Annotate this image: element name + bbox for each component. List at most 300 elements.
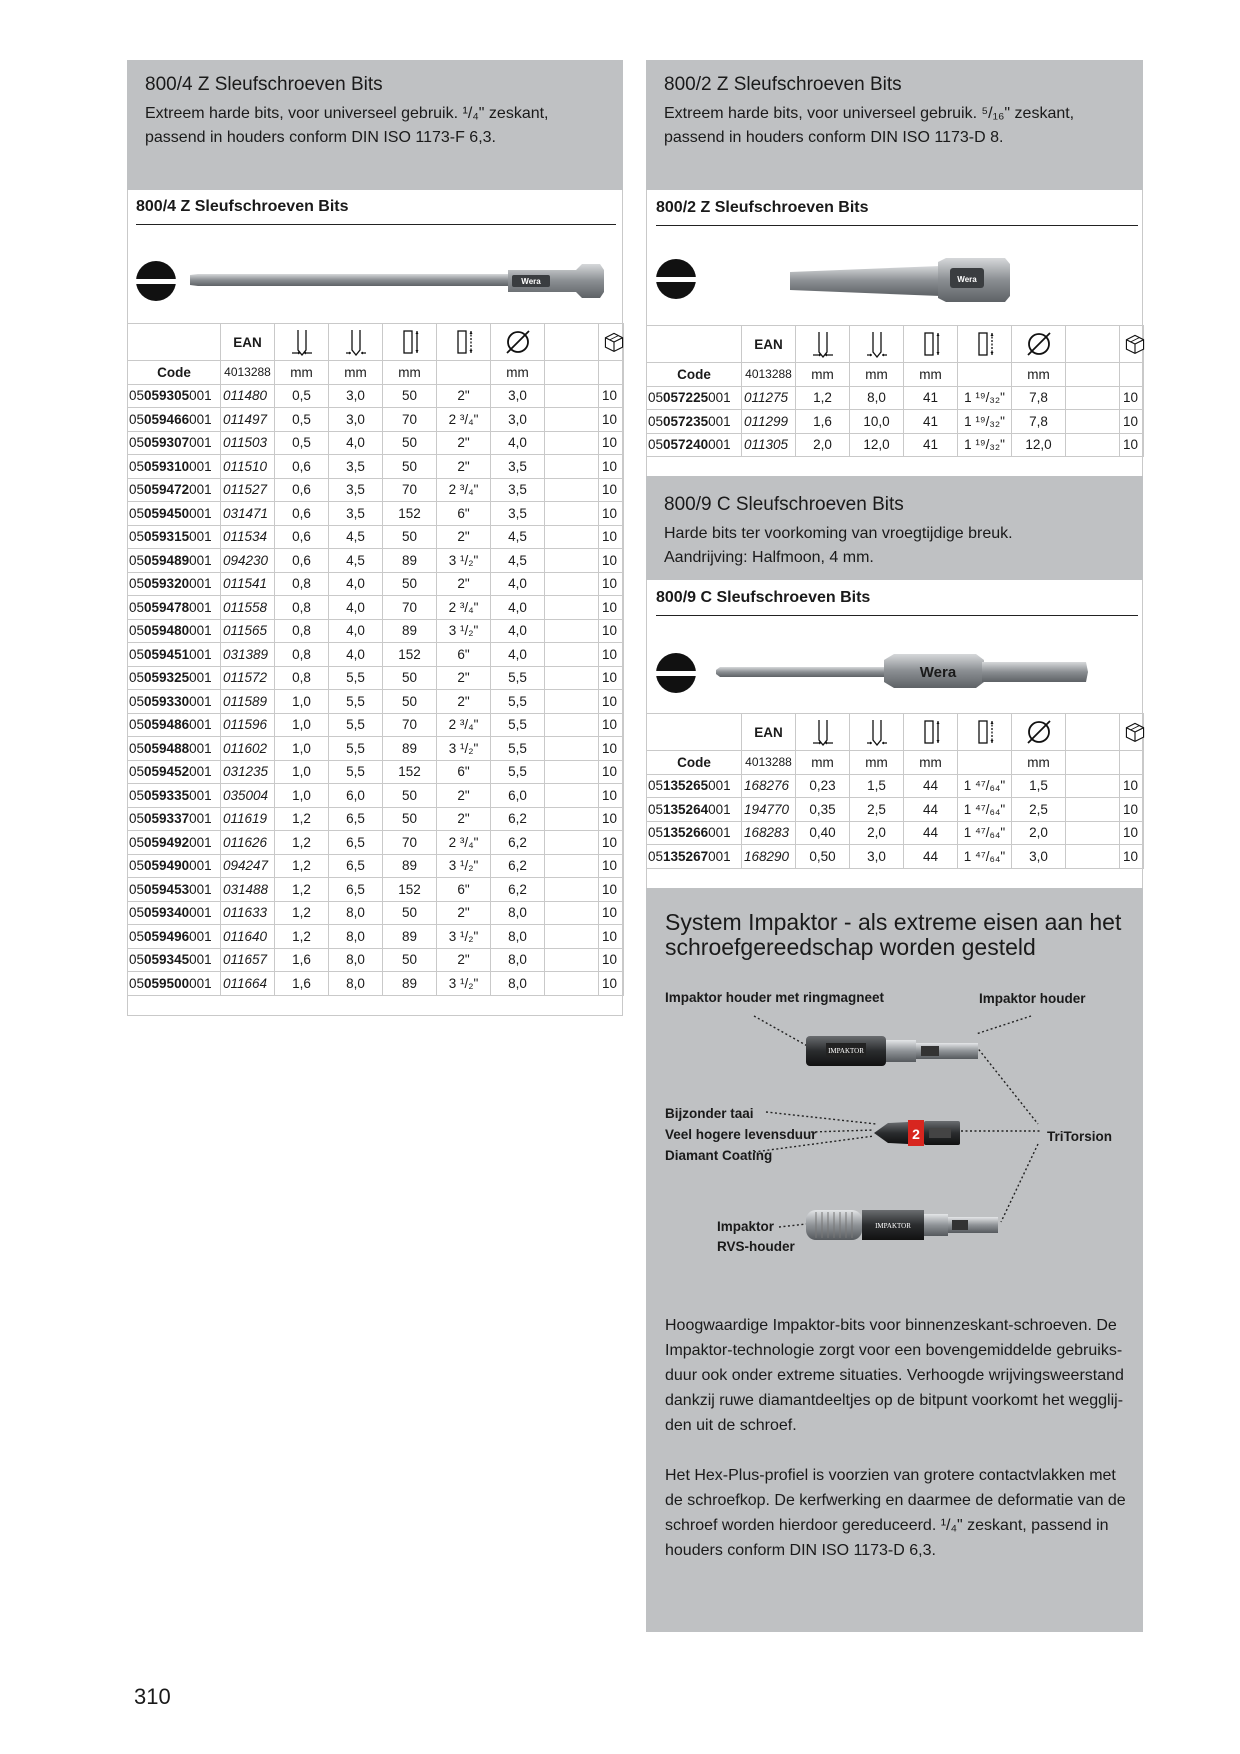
- ean-suffix: 011527: [221, 478, 275, 502]
- impaktor-heading: System Impaktor - als extreme eisen aan het schroefgereedschap worden gesteld: [665, 909, 1122, 960]
- length-inch: 2 ³/₄": [437, 831, 491, 855]
- code-prefix: 05: [129, 811, 145, 827]
- product-desc-line1: Harde bits ter voorkoming van vroegtijdige breuk.: [664, 525, 1013, 542]
- product-header-800-9-c: [646, 476, 1143, 580]
- code-prefix: 05: [129, 858, 145, 874]
- ean-suffix: 011596: [221, 713, 275, 737]
- code-prefix: 05: [648, 413, 664, 429]
- article-code: [128, 408, 221, 432]
- ean-suffix: 011541: [221, 572, 275, 596]
- label-coating: Diamant Coating: [665, 1148, 773, 1163]
- length-mm: 44: [904, 774, 958, 798]
- diameter: 2,5: [1012, 798, 1066, 822]
- code-prefix: 05: [648, 848, 664, 864]
- pack-qty: 10: [1120, 821, 1144, 845]
- length-mm-icon: [919, 330, 943, 358]
- article-code: [128, 831, 221, 855]
- code-prefix: 05: [129, 670, 145, 686]
- article-code: [128, 760, 221, 784]
- diameter: 5,5: [491, 713, 545, 737]
- code-prefix: 05: [129, 928, 145, 944]
- code-prefix: 05: [129, 576, 145, 592]
- diameter: 8,0: [491, 972, 545, 996]
- table-row: [128, 901, 624, 925]
- length-mm: 50: [383, 807, 437, 831]
- product-desc-line2: passend in houders conform DIN ISO 1173-D 8.: [664, 129, 1004, 146]
- code-main: 059337: [144, 811, 190, 827]
- blade-width: 6,5: [329, 854, 383, 878]
- blade-thickness: 1,2: [275, 901, 329, 925]
- blade-thickness: 1,6: [796, 410, 850, 434]
- empty-cell: [1066, 845, 1120, 869]
- code-prefix: 05: [129, 952, 145, 968]
- empty-cell: [545, 643, 599, 667]
- code-main: 059472: [144, 482, 190, 498]
- blade-width: 4,0: [329, 643, 383, 667]
- code-prefix: 05: [129, 435, 145, 451]
- code-prefix: 05: [129, 646, 145, 662]
- table-row: [128, 948, 624, 972]
- diameter: 1,5: [1012, 774, 1066, 798]
- blade-thickness: 0,5: [275, 384, 329, 408]
- article-code: [128, 478, 221, 502]
- bit-image-800-4-z: [190, 262, 610, 300]
- unit-mm: mm: [1012, 751, 1066, 775]
- code-main: 059345: [144, 952, 190, 968]
- length-inch-icon: [973, 718, 997, 746]
- length-mm: 152: [383, 502, 437, 526]
- code-suffix: 001: [189, 693, 212, 709]
- table-row: [128, 666, 624, 690]
- length-mm: 50: [383, 431, 437, 455]
- length-mm: 152: [383, 643, 437, 667]
- ean-suffix: 031471: [221, 502, 275, 526]
- blade-width: 3,0: [329, 408, 383, 432]
- length-mm-icon: [919, 718, 943, 746]
- article-code: [128, 854, 221, 878]
- code-prefix: 05: [648, 825, 664, 841]
- table-row: [128, 384, 624, 408]
- empty-cell: [545, 572, 599, 596]
- blade-thickness: 1,0: [275, 713, 329, 737]
- pack-qty: 10: [599, 690, 624, 714]
- length-inch: 6": [437, 760, 491, 784]
- length-inch: 2": [437, 690, 491, 714]
- article-code: [128, 737, 221, 761]
- code-prefix: 05: [129, 623, 145, 639]
- svg-text:IMPAKTOR: IMPAKTOR: [828, 1047, 864, 1055]
- code-main: 059480: [144, 623, 190, 639]
- ean-suffix: 011640: [221, 925, 275, 949]
- ean-suffix: 011480: [221, 384, 275, 408]
- blade-thickness: 0,6: [275, 549, 329, 573]
- diameter: 6,2: [491, 854, 545, 878]
- pack-qty: 10: [599, 948, 624, 972]
- diameter-icon: [1025, 330, 1053, 358]
- blade-width: 5,5: [329, 713, 383, 737]
- blade-width: 1,5: [850, 774, 904, 798]
- product-subtitle: 800/2 Z Sleufschroeven Bits: [656, 199, 1138, 226]
- empty-cell: [545, 690, 599, 714]
- article-code: [647, 433, 742, 457]
- article-code: [647, 845, 742, 869]
- ean-suffix: 011619: [221, 807, 275, 831]
- article-code: [128, 596, 221, 620]
- table-row: [647, 433, 1144, 457]
- unit-mm: mm: [329, 361, 383, 385]
- length-inch: 1 ¹⁹/₃₂": [958, 433, 1012, 457]
- blade-thickness: 1,6: [275, 972, 329, 996]
- pack-qty: 10: [599, 384, 624, 408]
- svg-text:IMPAKTOR: IMPAKTOR: [875, 1222, 911, 1230]
- diameter: 5,5: [491, 690, 545, 714]
- pack-qty: 10: [1120, 845, 1144, 869]
- blade-width: 3,5: [329, 502, 383, 526]
- length-mm: 50: [383, 666, 437, 690]
- empty-cell: [545, 854, 599, 878]
- empty-cell: [545, 502, 599, 526]
- ean-suffix: 011572: [221, 666, 275, 690]
- length-inch: 2": [437, 666, 491, 690]
- length-inch: 2 ³/₄": [437, 596, 491, 620]
- pack-qty: 10: [599, 713, 624, 737]
- impaktor-info-box: [646, 888, 1143, 1632]
- code-suffix: 001: [189, 905, 212, 921]
- article-code: [128, 878, 221, 902]
- blade-width: 4,0: [329, 596, 383, 620]
- empty-cell: [545, 807, 599, 831]
- diameter: 7,8: [1012, 410, 1066, 434]
- diameter: 3,5: [491, 478, 545, 502]
- header-ean-prefix: 4013288: [742, 363, 796, 387]
- diameter: 3,0: [1012, 845, 1066, 869]
- article-code: [128, 807, 221, 831]
- unit-mm: mm: [491, 361, 545, 385]
- code-suffix: 001: [189, 787, 212, 803]
- pack-qty: 10: [599, 572, 624, 596]
- diameter: 12,0: [1012, 433, 1066, 457]
- code-suffix: 001: [189, 552, 212, 568]
- rows-800-9-c: [647, 774, 1144, 868]
- blade-thickness: 0,40: [796, 821, 850, 845]
- article-code: [128, 925, 221, 949]
- diameter: 3,5: [491, 455, 545, 479]
- empty-cell: [545, 784, 599, 808]
- code-main: 057225: [663, 390, 709, 406]
- empty-cell: [1066, 798, 1120, 822]
- pack-qty: 10: [599, 807, 624, 831]
- length-inch: 2": [437, 901, 491, 925]
- length-mm: 50: [383, 948, 437, 972]
- blade-thickness: 0,5: [275, 408, 329, 432]
- bit-image-800-9-c: [716, 650, 1090, 692]
- ean-suffix: 094230: [221, 549, 275, 573]
- code-prefix: 05: [129, 411, 145, 427]
- diameter: 3,5: [491, 502, 545, 526]
- article-code: [128, 502, 221, 526]
- blade-width: 6,5: [329, 878, 383, 902]
- ean-suffix: 011534: [221, 525, 275, 549]
- length-inch: 2": [437, 948, 491, 972]
- length-inch: 6": [437, 643, 491, 667]
- empty-cell: [1066, 821, 1120, 845]
- length-inch: 1 ⁴⁷/₆₄": [958, 798, 1012, 822]
- code-suffix: 001: [708, 848, 731, 864]
- ean-suffix: 011299: [742, 410, 796, 434]
- product-desc-line1: Extreem harde bits, voor universeel gebruik. ¹/₄" zeskant,: [145, 105, 549, 122]
- length-inch: 2 ³/₄": [437, 713, 491, 737]
- blade-thickness-icon: [290, 328, 314, 356]
- length-mm: 44: [904, 821, 958, 845]
- rows-800-2-z: [647, 386, 1144, 457]
- brand-text: Wera: [919, 664, 957, 681]
- blade-thickness: 0,8: [275, 643, 329, 667]
- code-prefix: 05: [129, 764, 145, 780]
- pack-qty: 10: [599, 901, 624, 925]
- pack-qty: 10: [599, 549, 624, 573]
- code-prefix: 05: [129, 881, 145, 897]
- pack-qty: 10: [599, 596, 624, 620]
- spec-table-800-2-z: [646, 325, 1144, 457]
- label-rvs-2: RVS-houder: [717, 1239, 795, 1254]
- length-mm: 44: [904, 798, 958, 822]
- diameter: 3,0: [491, 384, 545, 408]
- product-header-800-2-z: [646, 60, 1143, 190]
- length-mm: 152: [383, 760, 437, 784]
- table-row: [647, 821, 1144, 845]
- code-main: 059320: [144, 576, 190, 592]
- article-code: [128, 384, 221, 408]
- label-holder: Impaktor houder: [979, 991, 1086, 1006]
- blade-width-icon: [344, 328, 368, 356]
- length-mm: 41: [904, 433, 958, 457]
- pack-qty: 10: [599, 784, 624, 808]
- header-code: Code: [128, 361, 221, 385]
- pack-qty: 10: [599, 619, 624, 643]
- product-subtitle: 800/9 C Sleufschroeven Bits: [656, 589, 1138, 616]
- code-prefix: 05: [129, 458, 145, 474]
- diameter: 5,5: [491, 666, 545, 690]
- blade-thickness: 0,8: [275, 596, 329, 620]
- bit-image-800-2-z: [790, 256, 1015, 304]
- blade-thickness: 0,6: [275, 455, 329, 479]
- length-inch: 2": [437, 384, 491, 408]
- product-subtitle: 800/4 Z Sleufschroeven Bits: [136, 198, 616, 225]
- code-suffix: 001: [708, 801, 731, 817]
- code-suffix: 001: [189, 858, 212, 874]
- product-desc-line2: Aandrijving: Halfmoon, 4 mm.: [664, 549, 874, 566]
- table-row: [128, 737, 624, 761]
- ean-suffix: 011503: [221, 431, 275, 455]
- code-suffix: 001: [708, 778, 731, 794]
- empty-cell: [545, 619, 599, 643]
- blade-width: 3,5: [329, 478, 383, 502]
- empty-cell: [545, 878, 599, 902]
- label-levensduur: Veel hogere levensduur: [665, 1127, 817, 1142]
- table-row: [128, 784, 624, 808]
- impaktor-diagram: [646, 888, 1143, 1288]
- code-main: 059490: [144, 858, 190, 874]
- code-main: 059488: [144, 740, 190, 756]
- product-title: 800/9 C Sleufschroeven Bits: [664, 494, 904, 515]
- blade-thickness: 0,5: [275, 431, 329, 455]
- diameter: 6,2: [491, 831, 545, 855]
- blade-thickness: 0,35: [796, 798, 850, 822]
- pack-qty: 10: [599, 525, 624, 549]
- code-main: 059451: [144, 646, 190, 662]
- length-inch: 3 ¹/₂": [437, 549, 491, 573]
- code-prefix: 05: [129, 388, 145, 404]
- empty-cell: [545, 384, 599, 408]
- table-row: [128, 831, 624, 855]
- blade-thickness: 1,2: [275, 831, 329, 855]
- length-mm: 70: [383, 478, 437, 502]
- diameter: 4,5: [491, 525, 545, 549]
- code-prefix: 05: [129, 740, 145, 756]
- blade-width: 4,5: [329, 549, 383, 573]
- length-mm: 70: [383, 713, 437, 737]
- length-inch: 2": [437, 525, 491, 549]
- table-row: [128, 408, 624, 432]
- ean-suffix: 031235: [221, 760, 275, 784]
- blade-thickness: 0,23: [796, 774, 850, 798]
- code-suffix: 001: [189, 764, 212, 780]
- empty-cell: [1066, 410, 1120, 434]
- code-suffix: 001: [189, 717, 212, 733]
- unit-mm: mm: [904, 751, 958, 775]
- code-suffix: 001: [189, 834, 212, 850]
- code-main: 059492: [144, 834, 190, 850]
- table-row: [647, 774, 1144, 798]
- length-inch: 1 ¹⁹/₃₂": [958, 386, 1012, 410]
- blade-width: 4,5: [329, 525, 383, 549]
- ean-suffix: 011657: [221, 948, 275, 972]
- blade-thickness: 1,0: [275, 760, 329, 784]
- code-main: 059486: [144, 717, 190, 733]
- ean-suffix: 011497: [221, 408, 275, 432]
- code-main: 059305: [144, 388, 190, 404]
- empty-cell: [545, 760, 599, 784]
- code-prefix: 05: [129, 787, 145, 803]
- length-inch: 6": [437, 878, 491, 902]
- diameter: 6,2: [491, 807, 545, 831]
- table-row: [647, 410, 1144, 434]
- blade-width-icon: [865, 718, 889, 746]
- empty-cell: [1066, 433, 1120, 457]
- empty-cell: [1066, 774, 1120, 798]
- blade-width: 4,0: [329, 619, 383, 643]
- length-inch: 1 ⁴⁷/₆₄": [958, 821, 1012, 845]
- code-main: 059450: [144, 505, 190, 521]
- blade-width: 5,5: [329, 737, 383, 761]
- diameter: 4,0: [491, 643, 545, 667]
- empty-cell: [545, 455, 599, 479]
- code-main: 059325: [144, 670, 190, 686]
- ean-suffix: 011305: [742, 433, 796, 457]
- table-row: [647, 798, 1144, 822]
- table-row: [128, 502, 624, 526]
- empty-cell: [545, 831, 599, 855]
- length-mm: 50: [383, 525, 437, 549]
- code-main: 059452: [144, 764, 190, 780]
- code-main: 135264: [663, 801, 709, 817]
- blade-thickness: 1,2: [275, 807, 329, 831]
- article-code: [647, 798, 742, 822]
- code-suffix: 001: [189, 529, 212, 545]
- code-main: 059307: [144, 435, 190, 451]
- label-taai: Bijzonder taai: [665, 1106, 754, 1121]
- spec-table-800-4-z: [127, 323, 624, 1030]
- unit-mm: mm: [1012, 363, 1066, 387]
- code-suffix: 001: [189, 411, 212, 427]
- pack-qty: 10: [599, 478, 624, 502]
- blade-thickness-icon: [811, 718, 835, 746]
- length-mm: 89: [383, 619, 437, 643]
- table-row: [128, 878, 624, 902]
- unit-mm: mm: [275, 361, 329, 385]
- length-inch: 2": [437, 431, 491, 455]
- slotted-drive-icon: [656, 259, 696, 299]
- page-number: 310: [134, 1684, 171, 1709]
- blade-width: 3,5: [329, 455, 383, 479]
- length-mm-icon: [398, 328, 422, 356]
- article-code: [128, 431, 221, 455]
- code-suffix: 001: [189, 952, 212, 968]
- ean-suffix: 011602: [221, 737, 275, 761]
- empty-cell: [545, 713, 599, 737]
- ean-suffix: 168290: [742, 845, 796, 869]
- length-mm: 70: [383, 596, 437, 620]
- length-inch: 1 ¹⁹/₃₂": [958, 410, 1012, 434]
- empty-cell: [545, 431, 599, 455]
- code-main: 059335: [144, 787, 190, 803]
- length-mm: 70: [383, 831, 437, 855]
- pack-qty: 10: [599, 854, 624, 878]
- diameter: 8,0: [491, 901, 545, 925]
- code-suffix: 001: [189, 811, 212, 827]
- ean-suffix: 011626: [221, 831, 275, 855]
- table-row: [128, 431, 624, 455]
- table-row: [128, 925, 624, 949]
- pack-qty: 10: [599, 502, 624, 526]
- blade-thickness: 0,8: [275, 619, 329, 643]
- ean-suffix: 194770: [742, 798, 796, 822]
- length-mm: 50: [383, 455, 437, 479]
- ean-suffix: 035004: [221, 784, 275, 808]
- blade-width: 6,5: [329, 831, 383, 855]
- article-code: [128, 572, 221, 596]
- code-suffix: 001: [189, 435, 212, 451]
- code-prefix: 05: [129, 529, 145, 545]
- blade-width: 8,0: [329, 948, 383, 972]
- length-inch: 2 ³/₄": [437, 478, 491, 502]
- length-inch: 2": [437, 455, 491, 479]
- length-inch: 2": [437, 572, 491, 596]
- length-inch: 2": [437, 784, 491, 808]
- blade-width: 6,0: [329, 784, 383, 808]
- code-main: 057235: [663, 413, 709, 429]
- pack-qty: 10: [1120, 774, 1144, 798]
- table-row: [128, 713, 624, 737]
- header-code: Code: [647, 751, 742, 775]
- header-ean: EAN: [742, 326, 796, 363]
- empty-cell: [545, 549, 599, 573]
- diameter-icon: [1025, 718, 1053, 746]
- blade-thickness: 1,2: [275, 878, 329, 902]
- table-row: [647, 386, 1144, 410]
- diameter: 6,0: [491, 784, 545, 808]
- blade-thickness: 1,6: [275, 948, 329, 972]
